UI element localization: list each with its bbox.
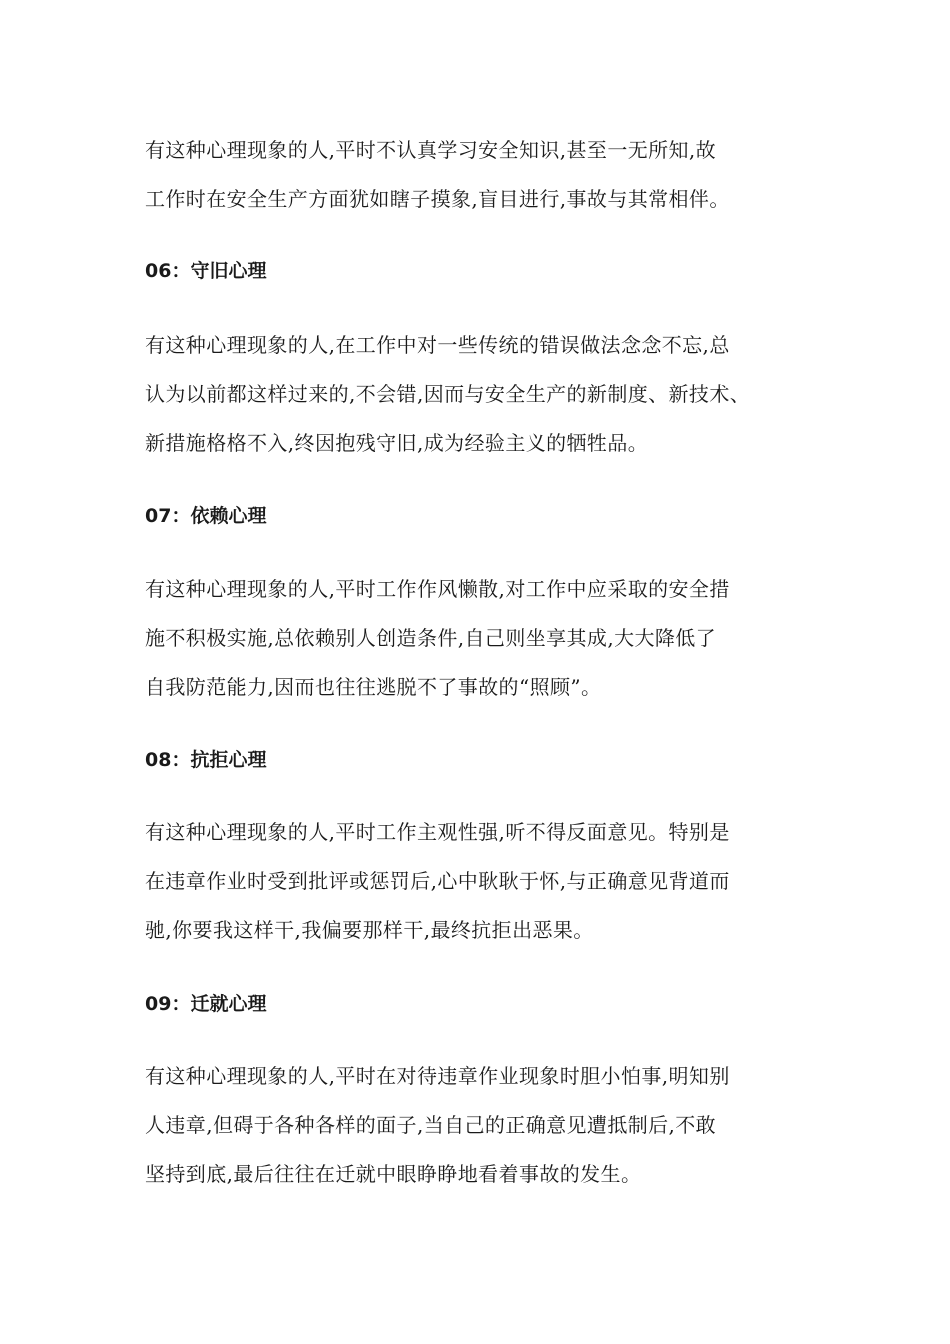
paragraph-06-body xyxy=(145,321,750,468)
paragraph-07-body xyxy=(145,565,730,712)
paragraph-line: 认为以前都这样过来的,不会错,因而与安全生产的新制度、新技术、 xyxy=(145,382,751,406)
paragraph-line: 有这种心理现象的人,平时不认真学习安全知识,甚至一无所知,故 xyxy=(145,138,717,162)
heading-09-accommodating-mindset: 09：迁就心理 xyxy=(145,993,267,1015)
paragraph-line: 有这种心理现象的人,平时工作作风懒散,对工作中应采取的安全措 xyxy=(145,577,730,601)
paragraph-line: 工作时在安全生产方面犹如瞎子摸象,盲目进行,事故与其常相伴。 xyxy=(145,187,730,211)
paragraph-line: 施不积极实施,总依赖别人创造条件,自己则坐享其成,大大降低了 xyxy=(145,626,717,650)
paragraph-line: 有这种心理现象的人,平时在对待违章作业现象时胆小怕事,明知别 xyxy=(145,1064,730,1088)
heading-08-resistance-mindset: 08：抗拒心理 xyxy=(145,749,267,771)
paragraph-line: 驰,你要我这样干,我偏要那样干,最终抗拒出恶果。 xyxy=(145,918,594,942)
paragraph-08-body xyxy=(145,808,730,955)
heading-06-conservative-mindset: 06：守旧心理 xyxy=(145,260,267,282)
paragraph-line: 有这种心理现象的人,平时工作主观性强,听不得反面意见。特别是 xyxy=(145,820,730,844)
paragraph-line: 坚持到底,最后往往在迁就中眼睁睁地看着事故的发生。 xyxy=(145,1162,642,1186)
paragraph-09-body xyxy=(145,1052,730,1199)
paragraph-line: 人违章,但碍于各种各样的面子,当自己的正确意见遭抵制后,不敢 xyxy=(145,1113,717,1137)
paragraph-line: 新措施格格不入,终因抱残守旧,成为经验主义的牺牲品。 xyxy=(145,431,649,455)
paragraph-05-body xyxy=(145,126,730,224)
paragraph-line: 在违章作业时受到批评或惩罚后,心中耿耿于怀,与正确意见背道而 xyxy=(145,869,730,893)
heading-07-dependency-mindset: 07：依赖心理 xyxy=(145,505,267,527)
paragraph-line: 有这种心理现象的人,在工作中对一些传统的错误做法念念不忘,总 xyxy=(145,333,730,357)
paragraph-line: 自我防范能力,因而也往往逃脱不了事故的“照顾”。 xyxy=(145,675,602,699)
